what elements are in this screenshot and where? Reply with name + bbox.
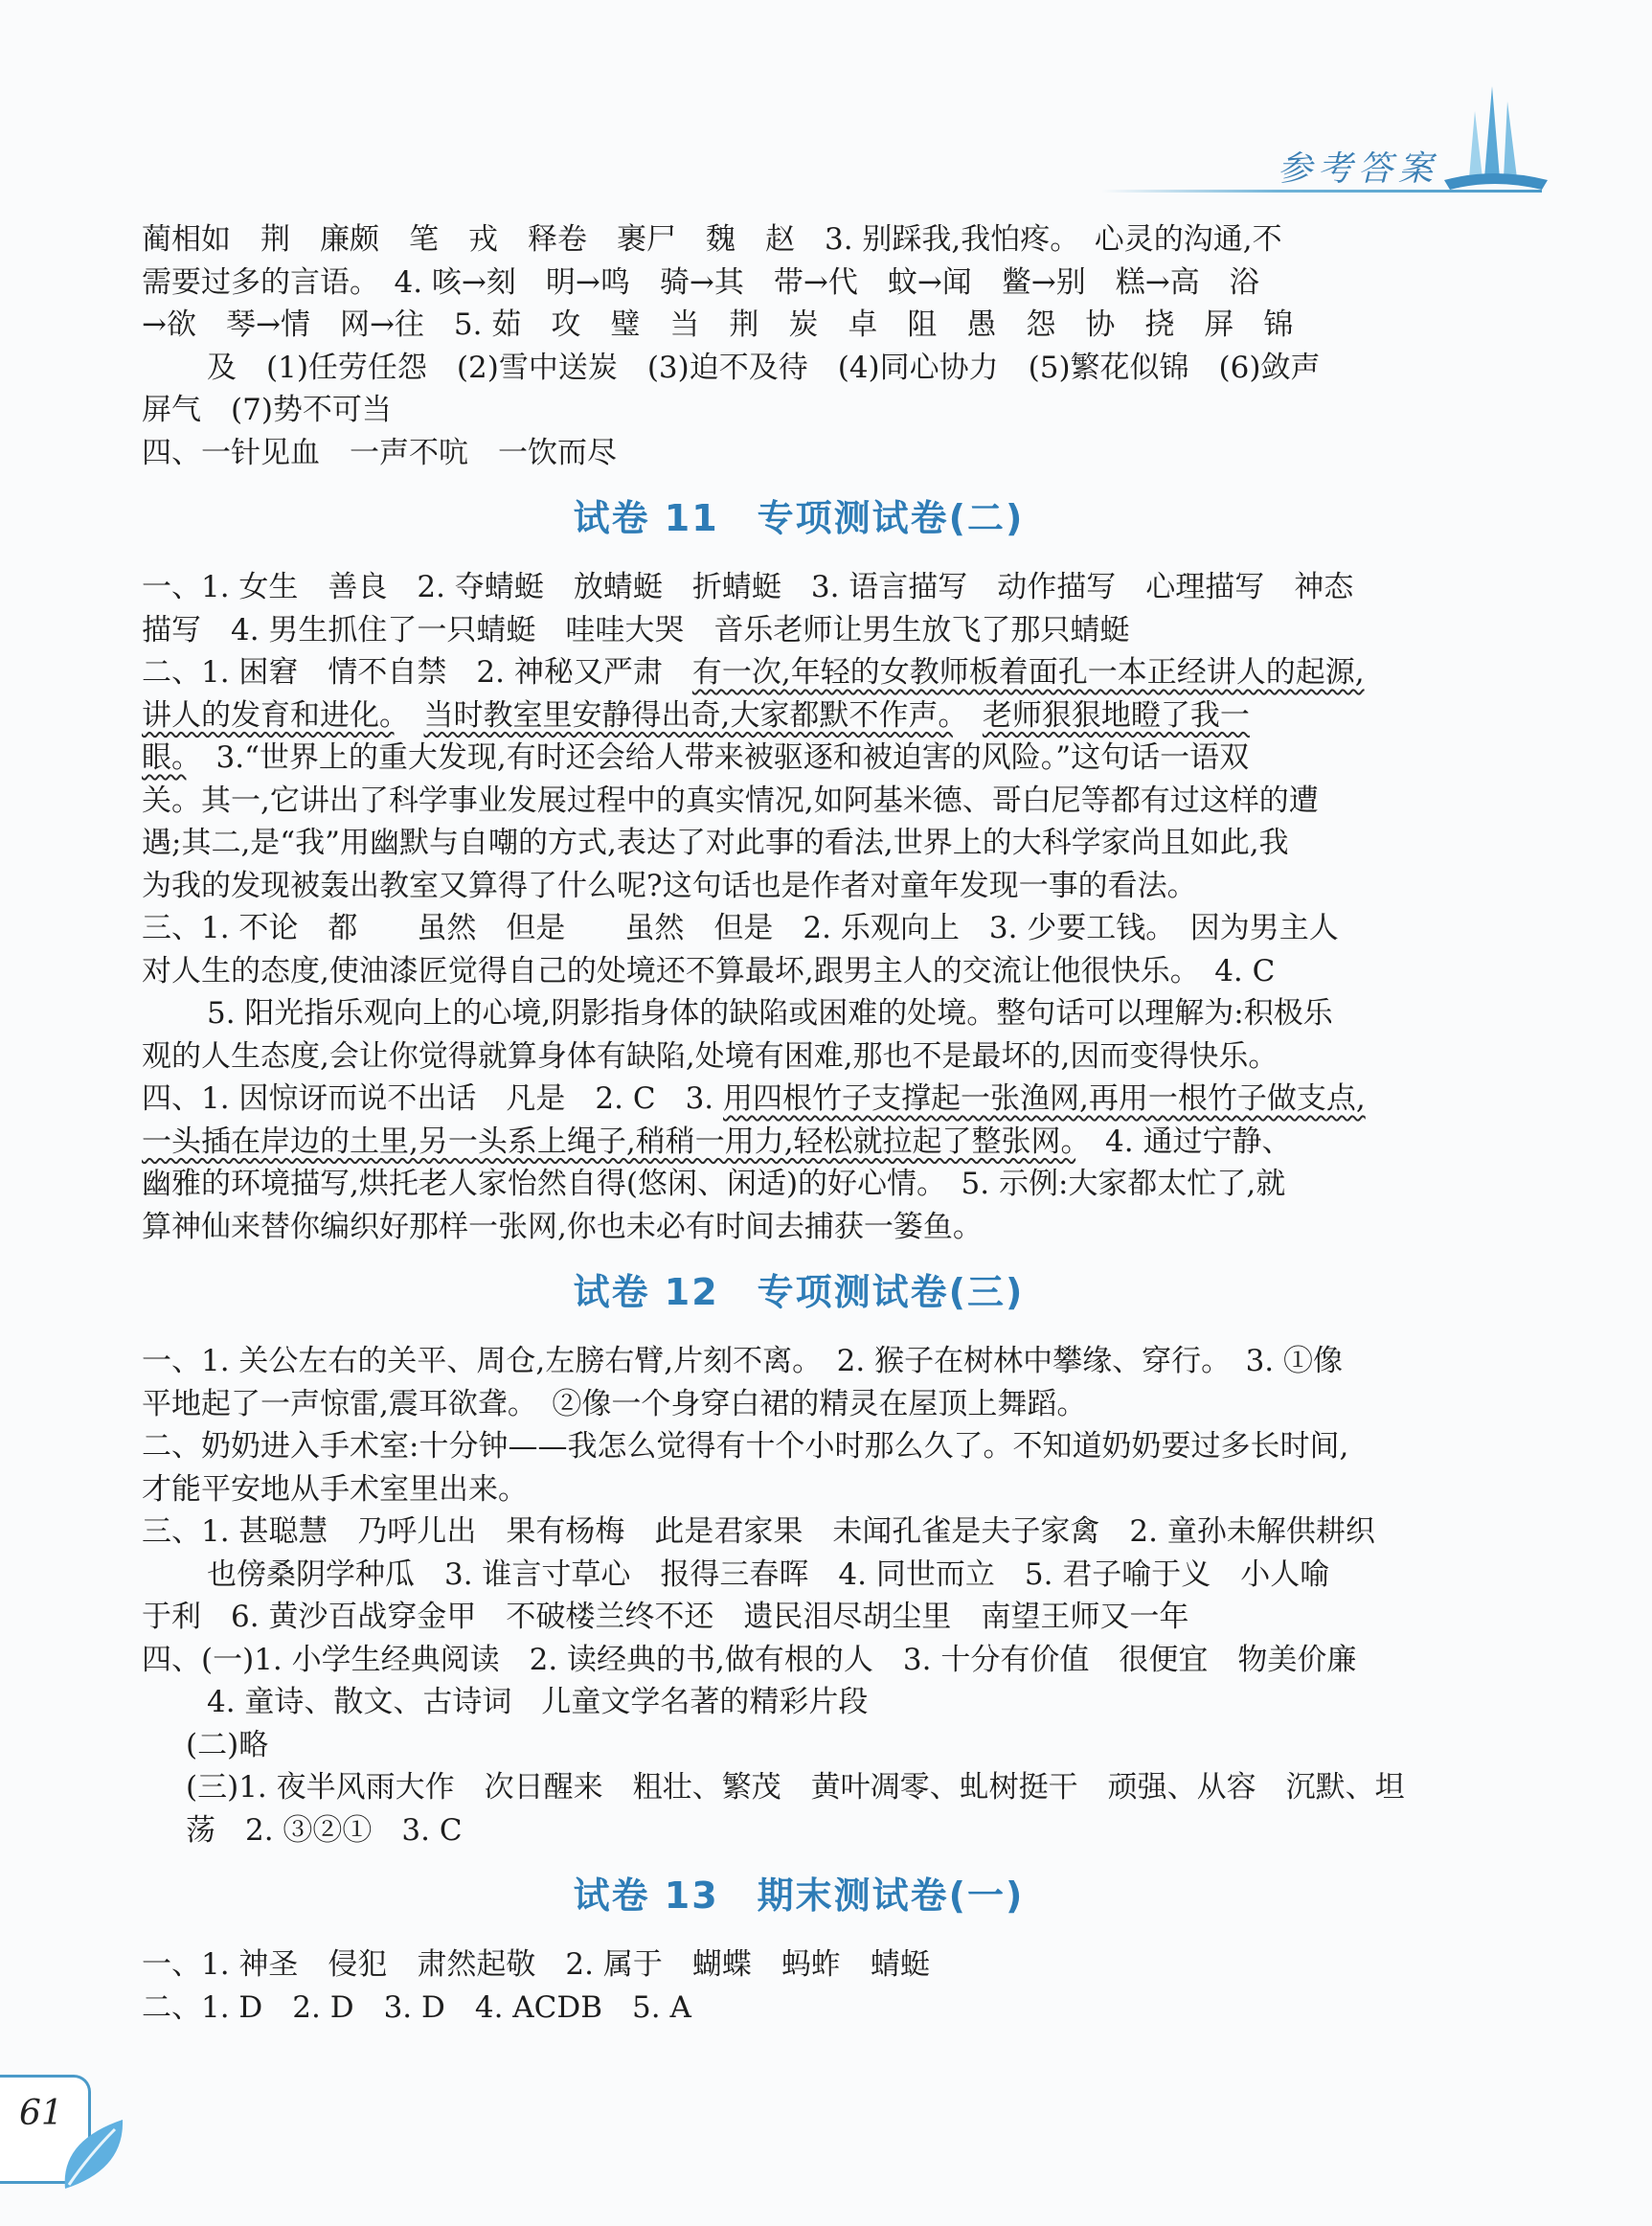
text-line: 四、一针见血 一声不吭 一饮而尽 (142, 435, 617, 470)
text-line: 眼。 3.“世界上的重大发现,有时还会给人带来被驱逐和被迫害的风险。”这句话一语双 (142, 740, 1250, 775)
sailboat-logo-icon (1437, 82, 1550, 195)
section-heading: 试卷 12 专项测试卷(三) (573, 1271, 1025, 1313)
text-line: 也傍桑阴学种瓜 3. 谁言寸草心 报得三春晖 4. 同世而立 5. 君子喻于义 小人喻 (207, 1556, 1330, 1592)
wavy-underlined-text: 眼。 (142, 740, 187, 775)
text-line: 一、1. 女生 善良 2. 夺蜻蜓 放蜻蜓 折蜻蜓 3. 语言描写 动作描写 心理描写 神态 (142, 570, 1354, 604)
wavy-underlined-text: 有一次,年轻的女教师板着面孔一本正经讲人的起源, (691, 655, 1365, 690)
wavy-underlined-text: 用四根竹子支撑起一张渔网,再用一根竹子做支点, (723, 1081, 1366, 1116)
text-line: 及 (1)任劳任怨 (2)雪中送炭 (3)迫不及待 (4)同心协力 (5)繁花似锦 (6)敛声 (207, 350, 1321, 385)
header-label: 参考答案 (1278, 149, 1439, 189)
text-line: 四、1. 因惊讶而说不出话 凡是 2. C 3. 用四根竹子支撑起一张渔网,再用一根竹子做支点, (142, 1081, 1366, 1116)
text-line: 为我的发现被轰出教室又算得了什么呢?这句话也是作者对童年发现一事的看法。 (142, 868, 1197, 903)
page-number: 61 (19, 2094, 63, 2133)
section-heading: 试卷 13 期末测试卷(一) (573, 1874, 1025, 1917)
text-line: 5. 阳光指乐观向上的心境,阴影指身体的缺陷或困难的处境。整句话可以理解为:积极乐 (207, 996, 1333, 1031)
wavy-underlined-text: 讲人的发育和进化。 (142, 697, 395, 733)
text-line: 4. 童诗、散文、古诗词 儿童文学名著的精彩片段 (207, 1685, 869, 1719)
text-line: 二、1. 困窘 情不自禁 2. 神秘又严肃 有一次,年轻的女教师板着面孔一本正经讲人的起源, (142, 655, 1365, 690)
answer-content (142, 218, 1456, 2029)
text-line: 平地起了一声惊雷,震耳欲聋。 ②像一个身穿白裙的精灵在屋顶上舞蹈。 (142, 1386, 1087, 1421)
text-line: 算神仙来替你编织好那样一张网,你也未必有时间去捕获一篓鱼。 (142, 1209, 983, 1244)
text-line: →欲 琴→情 网→往 5. 茹 攻 璧 当 荆 炭 卓 阻 愚 怨 协 挠 屏 锦 (142, 307, 1294, 342)
text-line: 一、1. 关公左右的关平、周仓,左膀右臂,片刻不离。 2. 猴子在树林中攀缘、穿行。 3. ①像 (142, 1344, 1343, 1378)
text-line: 描写 4. 男生抓住了一只蜻蜓 哇哇大哭 音乐老师让男生放飞了那只蜻蜓 (142, 612, 1130, 647)
text-line: 需要过多的言语。 4. 咳→刻 明→鸣 骑→其 带→代 蚊→闻 鳖→别 糕→高 浴 (142, 264, 1259, 300)
text-line: 荡 2. ③②① 3. C (186, 1812, 463, 1848)
wavy-underlined-text: 一头插在岸边的土里,另一头系上绳子,稍稍一用力,轻松就拉起了整张网。 (142, 1124, 1076, 1159)
text-line: 蔺相如 荆 廉颇 笔 戎 释卷 裹尸 魏 赵 3. 别踩我,我怕疼。 心灵的沟通,不 (142, 222, 1282, 257)
text-line: 二、奶奶进入手术室:十分钟——我怎么觉得有十个小时那么久了。不知道奶奶要过多长时间, (142, 1429, 1349, 1464)
text-line: 观的人生态度,会让你觉得就算身体有缺陷,处境有困难,那也不是最坏的,因而变得快乐。 (142, 1038, 1279, 1074)
text-line: 于利 6. 黄沙百战穿金甲 不破楼兰终不还 遗民泪尽胡尘里 南望王师又一年 (142, 1600, 1189, 1634)
text-line: 关。其一,它讲出了科学事业发展过程中的真实情况,如阿基米德、哥白尼等都有过这样的遭 (142, 783, 1319, 818)
wavy-underlined-text: 当时教室里安静得出奇,大家都默不作声。 (423, 697, 953, 733)
leaf-decoration-icon (56, 2112, 132, 2198)
text-line: 幽雅的环境描写,烘托老人家怡然自得(悠闲、闲适)的好心情。 5. 示例:大家都太忙了,就 (142, 1167, 1286, 1201)
text-line: 一、1. 神圣 侵犯 肃然起敬 2. 属于 蝴蝶 蚂蚱 蜻蜓 (142, 1947, 930, 1982)
text-line: 遇;其二,是“我”用幽默与自嘲的方式,表达了对此事的看法,世界上的大科学家尚且如此,我 (142, 826, 1289, 860)
text-line: (三)1. 夜半风雨大作 次日醒来 粗壮、繁茂 黄叶凋零、虬树挺干 顽强、从容 沉默、坦 (186, 1770, 1405, 1805)
text-line: 一头插在岸边的土里,另一头系上绳子,稍稍一用力,轻松就拉起了整张网。 4. 通过宁静、 (142, 1124, 1292, 1159)
wavy-underlined-text: 老师狠狠地瞪了我一 (982, 697, 1250, 733)
text-line: 才能平安地从手术室里出来。 (142, 1471, 528, 1507)
text-line: 二、1. D 2. D 3. D 4. ACDB 5. A (142, 1989, 691, 2025)
text-line: 三、1. 不论 都 虽然 但是 虽然 但是 2. 乐观向上 3. 少要工钱。 因为男主人 (142, 911, 1339, 945)
text-line: 三、1. 甚聪慧 乃呼儿出 果有杨梅 此是君家果 未闻孔雀是夫子家禽 2. 童孙未解供耕织 (142, 1514, 1375, 1549)
text-line (142, 694, 1456, 738)
text-line: (二)略 (186, 1727, 269, 1762)
text-line: 屏气 (7)势不可当 (142, 393, 392, 427)
text-line: 四、(一)1. 小学生经典阅读 2. 读经典的书,做有根的人 3. 十分有价值 很便宜 物美价廉 (142, 1642, 1357, 1677)
text-line: 对人生的态度,使油漆匠觉得自己的处境还不算最坏,跟男主人的交流让他很快乐。 4. C (142, 953, 1276, 988)
section-heading: 试卷 11 专项测试卷(二) (573, 497, 1025, 539)
